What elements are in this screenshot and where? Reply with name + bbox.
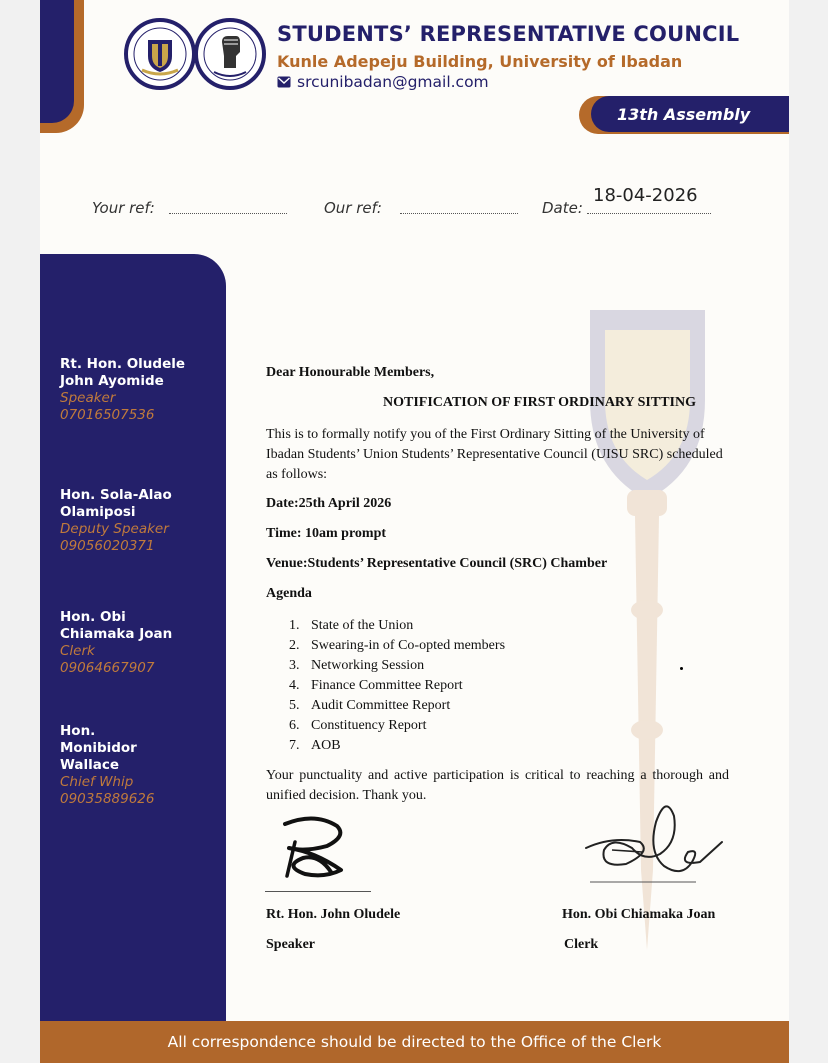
member-name: Hon. Obi Chiamaka Joan bbox=[60, 609, 173, 642]
clerk-name: Hon. Obi Chiamaka Joan bbox=[562, 907, 716, 922]
corner-accent-navy bbox=[40, 0, 74, 123]
agenda-number: 1. bbox=[289, 618, 300, 633]
agenda-item bbox=[289, 636, 505, 656]
member-chief-whip bbox=[60, 723, 154, 808]
email-text[interactable]: srcunibadan@gmail.com bbox=[297, 73, 489, 91]
sitting-venue: Venue:Students’ Representative Council (SRC) Chamber bbox=[266, 556, 608, 571]
speaker-signature-icon bbox=[275, 812, 355, 892]
member-name: Hon. Sola-Alao Olamiposi bbox=[60, 487, 172, 520]
clerk-title: Clerk bbox=[564, 937, 599, 952]
university-crest-icon bbox=[124, 18, 196, 90]
agenda-number: 5. bbox=[289, 698, 300, 713]
org-title: STUDENTS’ REPRESENTATIVE COUNCIL bbox=[277, 22, 740, 46]
member-speaker bbox=[60, 356, 200, 424]
agenda-item bbox=[289, 736, 505, 756]
agenda-number: 6. bbox=[289, 718, 300, 733]
agenda-item bbox=[289, 656, 505, 676]
your-ref-field bbox=[169, 212, 287, 214]
member-clerk bbox=[60, 609, 200, 677]
member-phone: 07016507536 bbox=[60, 407, 155, 423]
org-email bbox=[277, 73, 489, 91]
agenda-text: Finance Committee Report bbox=[311, 678, 463, 693]
our-ref-label: Our ref: bbox=[324, 199, 382, 217]
agenda-text: Constituency Report bbox=[311, 718, 427, 733]
agenda-item bbox=[289, 716, 505, 736]
envelope-icon bbox=[277, 76, 291, 88]
member-phone: 09064667907 bbox=[60, 660, 155, 676]
footer-banner bbox=[40, 1021, 789, 1063]
agenda-item bbox=[289, 676, 505, 696]
member-phone: 09056020371 bbox=[60, 538, 155, 554]
date-field bbox=[587, 212, 711, 214]
speaker-title: Speaker bbox=[266, 937, 315, 952]
member-role: Clerk bbox=[60, 643, 95, 659]
member-phone: 09035889626 bbox=[60, 791, 155, 807]
member-role: Speaker bbox=[60, 390, 116, 406]
our-ref-field bbox=[400, 212, 518, 214]
salutation: Dear Honourable Members, bbox=[266, 365, 435, 380]
page-margin bbox=[789, 0, 828, 1063]
member-name: Hon. Monibidor Wallace bbox=[60, 723, 137, 773]
speaker-name: Rt. Hon. John Oludele bbox=[266, 907, 401, 922]
sitting-time: Time: 10am prompt bbox=[266, 526, 387, 541]
raised-fist-emblem-icon bbox=[194, 18, 266, 90]
sitting-date: Date:25th April 2026 bbox=[266, 496, 392, 511]
member-deputy-speaker bbox=[60, 487, 200, 555]
footer-text: All correspondence should be directed to the Office of the Clerk bbox=[167, 1033, 662, 1051]
date-label: Date: bbox=[542, 199, 583, 217]
agenda-text: Networking Session bbox=[311, 658, 425, 673]
speaker-signature-line bbox=[265, 891, 371, 892]
agenda-number: 4. bbox=[289, 678, 300, 693]
agenda-item bbox=[289, 616, 505, 636]
agenda-text: Audit Committee Report bbox=[311, 698, 451, 713]
stray-mark bbox=[680, 667, 683, 670]
agenda-number: 2. bbox=[289, 638, 300, 653]
member-role: Deputy Speaker bbox=[60, 521, 169, 537]
agenda-number: 7. bbox=[289, 738, 300, 753]
letter-subject: NOTIFICATION OF FIRST ORDINARY SITTING bbox=[383, 395, 697, 410]
member-name: Rt. Hon. Oludele John Ayomide bbox=[60, 356, 186, 389]
assembly-badge: 13th Assembly bbox=[591, 96, 789, 132]
closing-remarks: Your punctuality and active participation is critical to reaching a thorough and unified decision. Thank you. bbox=[266, 768, 729, 803]
agenda-text: AOB bbox=[311, 738, 341, 753]
agenda-text: Swearing-in of Co-opted members bbox=[311, 638, 506, 653]
agenda-list bbox=[289, 616, 505, 756]
agenda-item bbox=[289, 696, 505, 716]
date-value: 18-04-2026 bbox=[593, 185, 698, 206]
agenda-heading: Agenda bbox=[266, 586, 312, 601]
agenda-number: 3. bbox=[289, 658, 300, 673]
your-ref-label: Your ref: bbox=[92, 199, 155, 217]
clerk-signature-icon bbox=[582, 792, 727, 887]
member-role: Chief Whip bbox=[60, 774, 134, 790]
letter-body: This is to formally notify you of the First Ordinary Sitting of the University of Ibadan Students’ Union Students’ Representative Council (UISU SRC) scheduled as follows: bbox=[266, 427, 723, 482]
org-address: Kunle Adepeju Building, University of Ibadan bbox=[277, 52, 683, 71]
agenda-text: State of the Union bbox=[311, 618, 414, 633]
